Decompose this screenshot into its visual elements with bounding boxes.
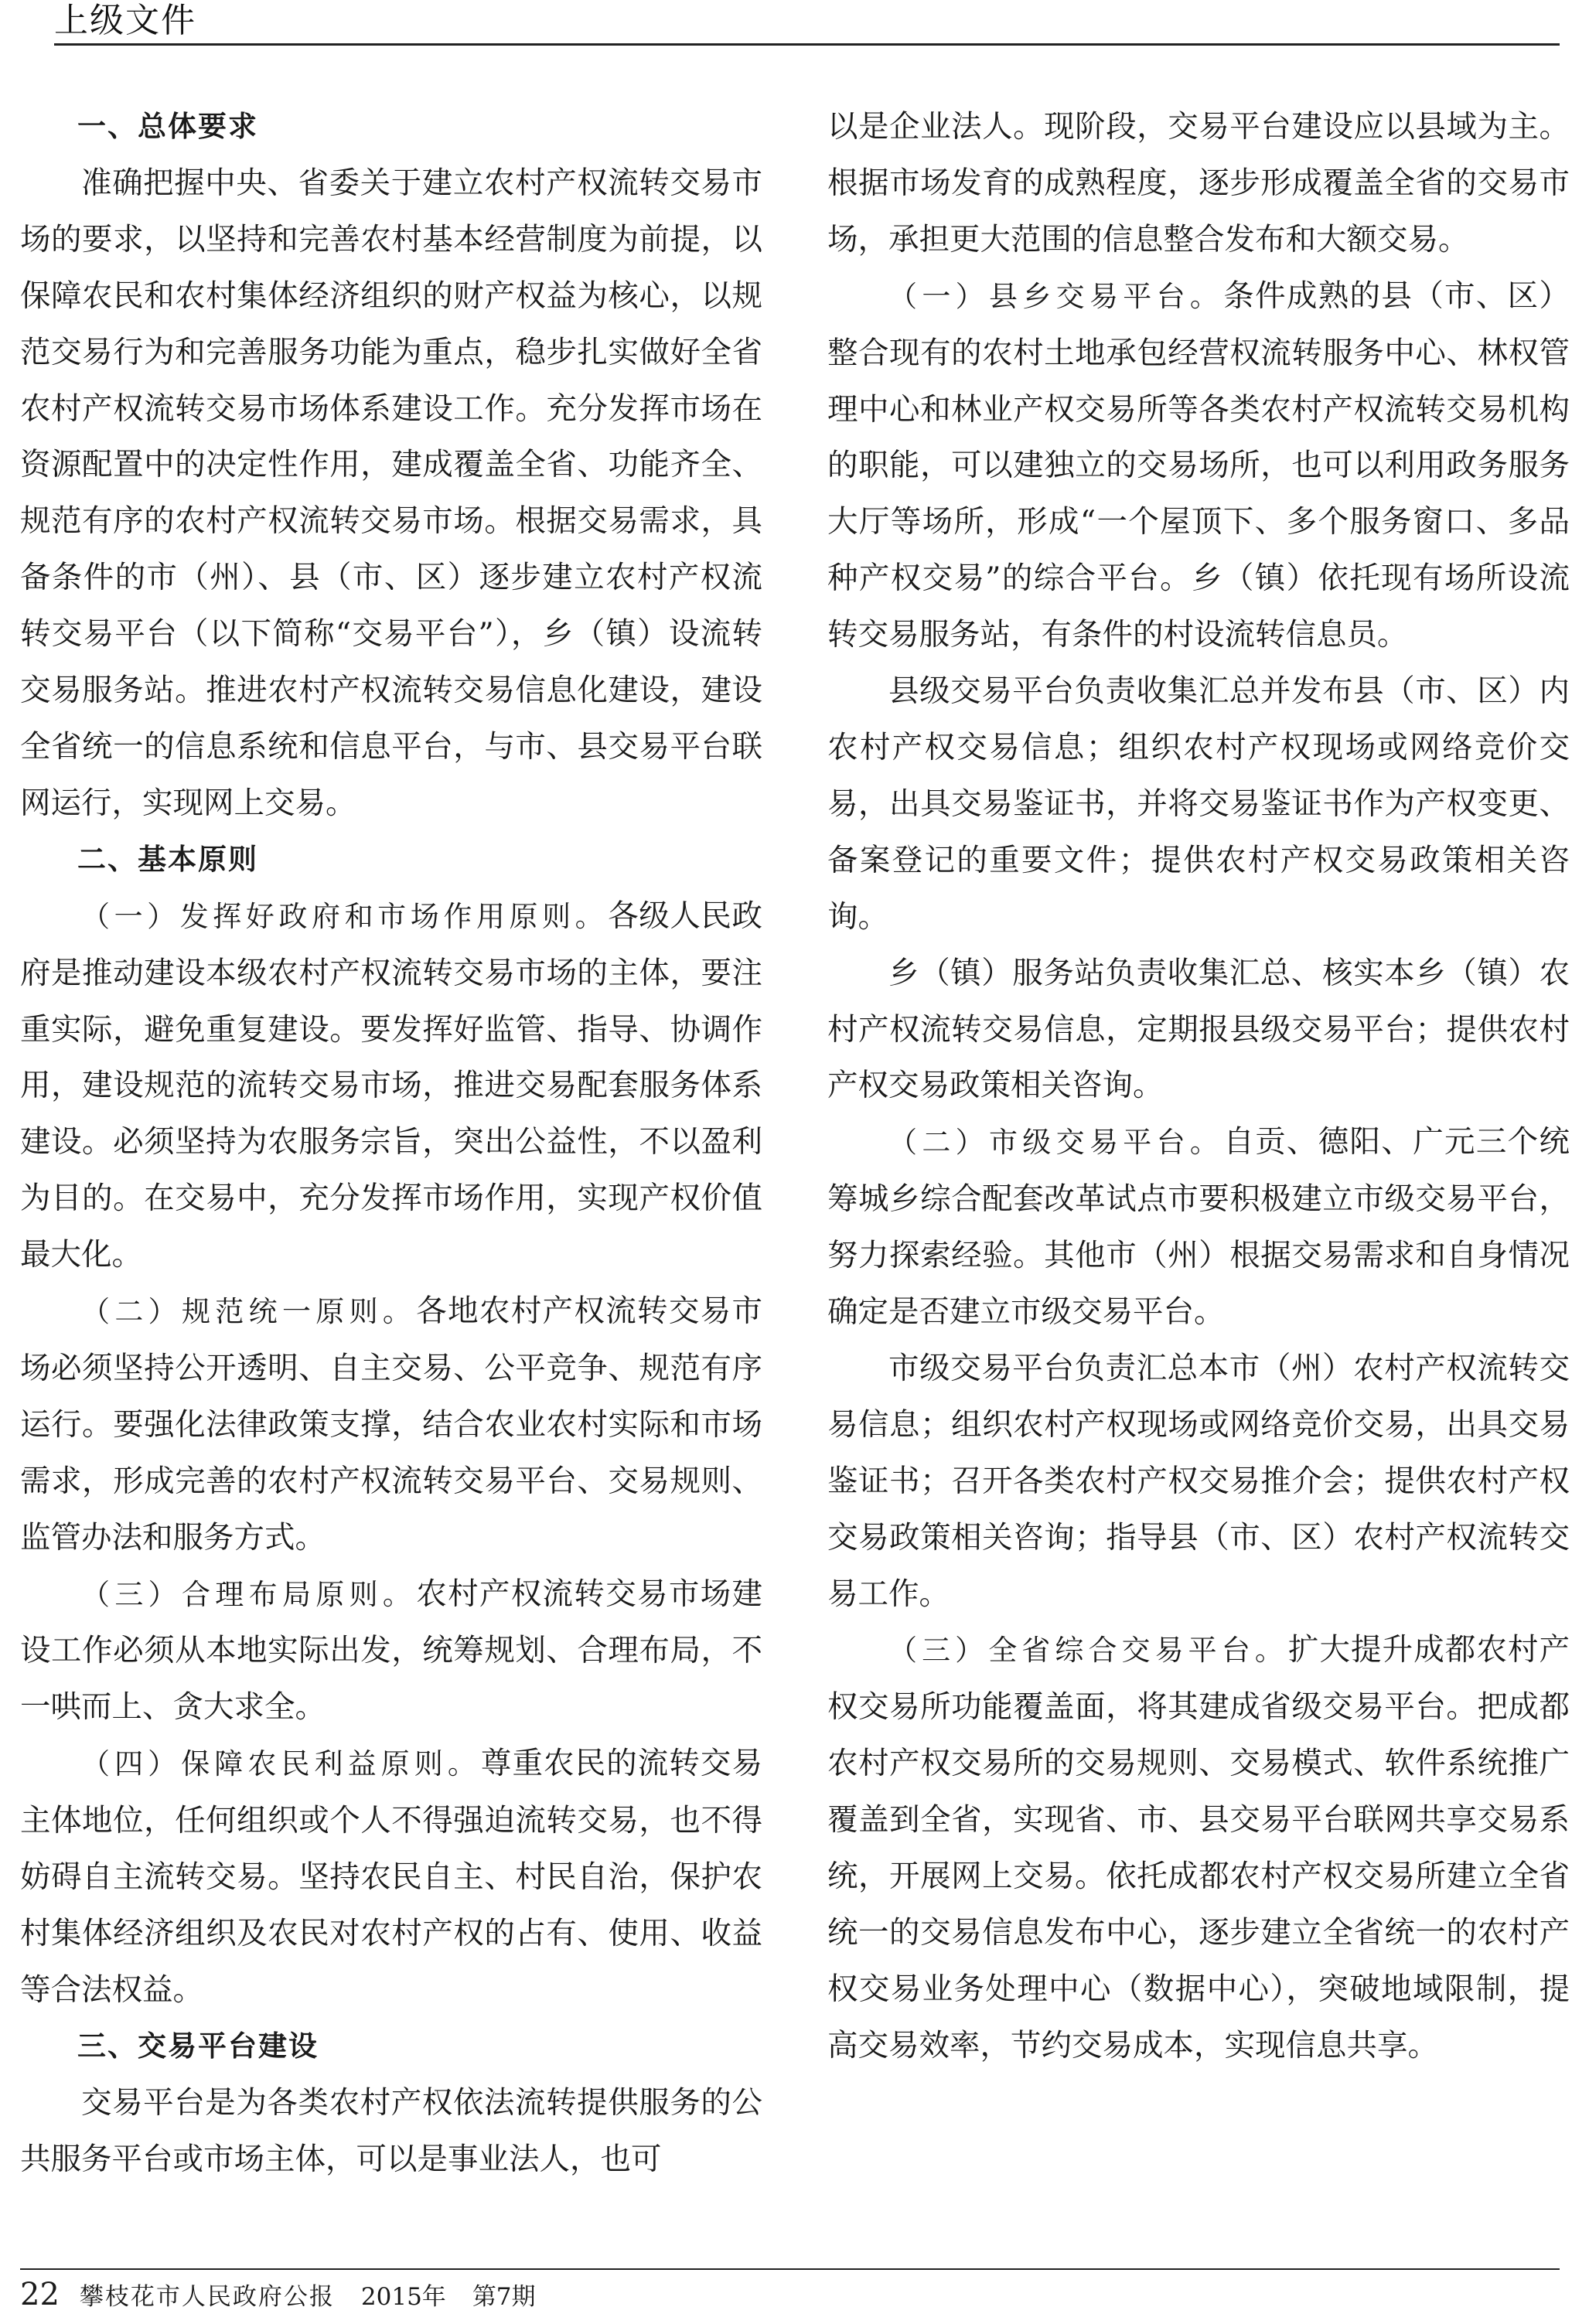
page-footer (0, 2258, 1589, 2324)
footer-divider (20, 2268, 1560, 2270)
publication-name: 攀枝花市人民政府公报 (79, 2283, 335, 2311)
page-header (0, 0, 1589, 48)
publication-year: 2015年 (360, 2283, 446, 2311)
paragraph-city-platform (827, 1114, 1570, 1341)
heading-platform-construction: 三、交易平台建设 (77, 2029, 319, 2063)
paragraph-principle-1 (20, 888, 762, 1283)
text-provincial-platform: 扩大提升成都农村产权交易所功能覆盖面，将其建成省级交易平台。把成都农村产权交易所的交易规则、交易模式、软件系统推广覆盖到全省，实现省、市、县交易平台联网共享交易系统，开展网上交易。依托成都农村产权交易所建立全省统一的交易信息发布中心，逐步建立全省统一的农村产权交易业务处理中心（数据中心），突破地域限制，提高交易效率，节约交易成本，实现信息共享。 (827, 1632, 1570, 2063)
subheading-county-platform: （一）县乡交易平台。 (888, 279, 1224, 313)
subheading-provincial-platform: （三）全省综合交易平台。 (888, 1634, 1288, 1668)
subheading-city-platform: （二）市级交易平台。 (888, 1126, 1224, 1160)
subheading-principle-2: （二）规范统一原则。 (81, 1295, 417, 1329)
paragraph-general-requirements: 准确把握中央、省委关于建立农村产权流转交易市场的要求，以坚持和完善农村基本经营制度为前提，以保障农民和农村集体经济组织的财产权益为核心，以规范交易行为和完善服务功能为重点，稳步扎实做好全省农村产权流转交易市场体系建设工作。充分发挥市场在资源配置中的决定性作用，建成覆盖全省、功能齐全、规范有序的农村产权流转交易市场。根据交易需求，具备条件的市（州）、县（市、区）逐步建立农村产权流转交易平台（以下简称“交易平台”），乡（镇）设流转交易服务站。推进农村产权流转交易信息化建设，建设全省统一的信息系统和信息平台，与市、县交易平台联网运行，实现网上交易。 (20, 165, 762, 821)
left-column (20, 99, 762, 2188)
text-principle-3: 农村产权流转交易市场建设工作必须从本地实际出发，统筹规划、合理布局，不一哄而上、贪大求全。 (20, 1576, 763, 1726)
paragraph-platform-intro: 交易平台是为各类农村产权依法流转提供服务的公共服务平台或市场主体，可以是事业法人，也可 (20, 2084, 762, 2177)
paragraph-provincial-platform (827, 1622, 1570, 2074)
page-number: 22 (20, 2277, 60, 2312)
footer-info (20, 2279, 536, 2312)
issue-number: 第7期 (472, 2283, 536, 2311)
paragraph-county-platform-duties: 县级交易平台负责收集汇总并发布县（市、区）内农村产权交易信息；组织农村产权现场或网络竞价交易，出具交易鉴证书，并将交易鉴证书作为产权变更、备案登记的重要文件；提供农村产权交易政策相关咨询。 (827, 673, 1570, 935)
paragraph-principle-4 (20, 1736, 762, 2019)
text-principle-2: 各地农村产权流转交易市场必须坚持公开透明、自主交易、公平竞争、规范有序运行。要强化法律政策支撑，结合农业农村实际和市场需求，形成完善的农村产权流转交易平台、交易规则、监管办法和服务方式。 (20, 1293, 763, 1556)
text-city-platform: 自贡、德阳、广元三个统筹城乡综合配套改革试点市要积极建立市级交易平台，努力探索经验。其他市（州）根据交易需求和自身情况确定是否建立市级交易平台。 (827, 1124, 1570, 1331)
subheading-principle-3: （三）合理布局原则。 (81, 1577, 417, 1611)
subheading-principle-1: （一）发挥好政府和市场作用原则。 (81, 899, 609, 933)
paragraph-county-platform (827, 268, 1570, 663)
paragraph-city-platform-duties: 市级交易平台负责汇总本市（州）农村产权流转交易信息；组织农村产权现场或网络竞价交易，出具交易鉴证书；召开各类农村产权交易推介会；提供农村产权交易政策相关咨询；指导县（市、区）农村产权流转交易工作。 (827, 1350, 1570, 1612)
heading-general-requirements: 一、总体要求 (77, 110, 258, 143)
header-divider (54, 43, 1560, 46)
text-principle-4: 尊重农民的流转交易主体地位，任何组织或个人不得强迫流转交易，也不得妨碍自主流转交易。坚持农民自主、村民自治，保护农村集体经济组织及农民对农村产权的占有、使用、收益等合法权益。 (20, 1746, 763, 2008)
text-principle-1: 各级人民政府是推动建设本级农村产权流转交易市场的主体，要注重实际，避免重复建设。要发挥好监管、指导、协调作用，建设规范的流转交易市场，推进交易配套服务体系建设。必须坚持为农服务宗旨，突出公益性，不以盈利为目的。在交易中，充分发挥市场作用，实现产权价值最大化。 (20, 898, 763, 1273)
heading-basic-principles: 二、基本原则 (77, 842, 258, 876)
right-column (827, 99, 1570, 2074)
subheading-principle-4: （四）保障农民利益原则。 (81, 1747, 481, 1781)
paragraph-principle-3 (20, 1566, 762, 1736)
paragraph-principle-2 (20, 1283, 762, 1566)
section-title: 上级文件 (54, 1, 196, 40)
paragraph-platform-intro-continued: 以是企业法人。现阶段，交易平台建设应以县域为主。根据市场发育的成熟程度，逐步形成覆盖全省的交易市场，承担更大范围的信息整合发布和大额交易。 (827, 109, 1570, 257)
text-county-platform: 条件成熟的县（市、区）整合现有的农村土地承包经营权流转服务中心、林权管理中心和林业产权交易所等各类农村产权流转交易机构的职能，可以建独立的交易场所，也可以利用政务服务大厅等场所，形成“一个屋顶下、多个服务窗口、多品种产权交易”的综合平台。乡（镇）依托现有场所设流转交易服务站，有条件的村设流转信息员。 (827, 278, 1570, 653)
paragraph-township-station-duties: 乡（镇）服务站负责收集汇总、核实本乡（镇）农村产权流转交易信息，定期报县级交易平台；提供农村产权交易政策相关咨询。 (827, 955, 1570, 1104)
